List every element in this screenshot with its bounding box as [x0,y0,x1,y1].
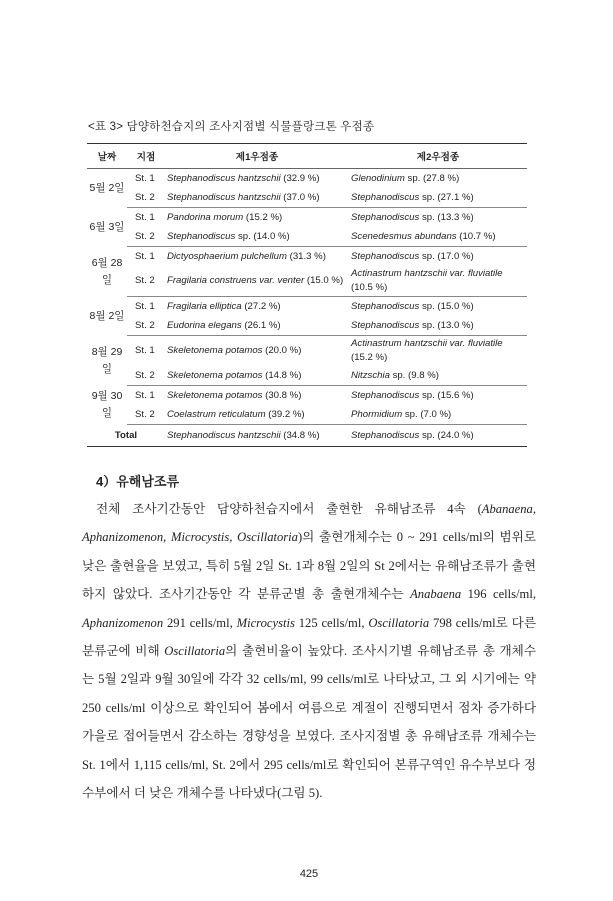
station-cell: St. 1 [135,389,155,401]
first-dominant-cell [165,405,349,425]
first-dominant-cell [165,316,349,336]
table-total-row [87,425,527,447]
header-date: 날짜 [87,144,127,169]
second-dominant-cell [349,208,527,228]
paragraph-text: 798 cells/ml로 다른 분류군에 비해 [82,615,536,659]
date-cell: 5월 2일 [89,181,125,194]
date-cell: 8월 29일 [91,345,123,375]
species-percent: sp. (13.3 %) [419,211,474,223]
total-second-dominant [349,425,527,447]
species-percent: sp. (13.0 %) [419,319,474,331]
first-dominant-cell [165,336,349,367]
species-percent: (39.2 %) [265,408,305,420]
second-dominant-cell [349,316,527,336]
table-row [87,247,527,267]
station-cell: St. 2 [127,366,165,386]
species-percent: sp. (14.0 %) [235,230,290,242]
species-name: Fragilaria elliptica [167,300,242,312]
second-dominant-cell [349,336,527,367]
species-name: Phormidium [351,408,403,420]
species-percent: (37.0 %) [280,191,320,203]
species-name: Skeletonema potamos [167,389,263,401]
first-dominant-cell [165,386,349,406]
species-name: Eudorina elegans [167,319,242,331]
species-percent: (26.1 %) [241,319,281,331]
species-percent: (30.8 %) [262,389,302,401]
species-percent: sp. (27.1 %) [419,191,474,203]
italic-taxon: Anabaena [410,587,462,602]
station-cell: St. 2 [127,405,165,425]
station-cell: St. 1 [135,300,155,312]
species-percent: (31.3 %) [286,250,326,262]
table-row [87,366,527,386]
species-name: Stephanodiscus [351,429,420,441]
species-name: Glenodinium [351,172,405,184]
species-name: Stephanodiscus [351,250,420,262]
species-percent: (14.8 %) [262,369,302,381]
species-percent: sp. (27.8 %) [404,172,460,184]
species-name: Skeletonema potamos [167,345,263,356]
species-percent: (10.7 %) [456,230,496,242]
second-dominant-cell [349,386,527,406]
table-row [87,405,527,425]
species-percent: (15.0 %) [304,275,344,286]
table-row [87,386,527,406]
dominant-species-table [87,143,527,447]
table-row [87,297,527,317]
second-dominant-cell [349,266,527,297]
table-row [87,188,527,208]
species-name: Stephanodiscus [351,300,420,312]
species-name: Stephanodiscus hantzschii [167,429,281,441]
species-name: Stephanodiscus hantzschii [167,172,281,184]
species-name: Skeletonema potamos [167,369,263,381]
species-name: Actinastrum hantzschii var. fluviatile [351,338,503,349]
species-percent: (32.9 %) [280,172,320,184]
date-cell: 8월 2일 [89,309,125,322]
first-dominant-cell [165,297,349,317]
species-percent: sp. (17.0 %) [419,250,474,262]
table-row [87,266,527,297]
total-label: Total [87,425,165,447]
first-dominant-cell [165,208,349,228]
station-cell: St. 2 [127,188,165,208]
table-row [87,316,527,336]
table-header-row [87,144,527,169]
species-percent: (20.0 %) [262,345,302,356]
species-percent: (15.2 %) [243,211,283,223]
table-row [87,169,527,189]
table-row [87,227,527,247]
species-percent: sp. (9.8 %) [389,369,439,381]
table-row [87,336,527,367]
species-percent: (15.2 %) [351,352,388,363]
species-name: Stephanodiscus [351,211,420,223]
species-name: Stephanodiscus [351,191,420,203]
species-percent: sp. (24.0 %) [419,429,474,441]
paragraph-text: 전체 조사기간동안 담양하천습지에서 출현한 유해남조류 4속 ( [96,502,482,516]
species-percent: sp. (15.6 %) [419,389,474,401]
species-percent: (27.2 %) [241,300,281,312]
header-station: 지점 [127,144,165,169]
table-caption: <표 3> 담양하천습지의 조사지점별 식물플랑크톤 우점종 [88,121,375,133]
station-cell: St. 1 [135,345,155,356]
section-heading: 4）유해남조류 [96,474,180,489]
second-dominant-cell [349,227,527,247]
first-dominant-cell [165,169,349,189]
species-percent: (34.8 %) [280,429,320,441]
station-cell: St. 2 [127,266,165,297]
first-dominant-cell [165,227,349,247]
station-cell: St. 2 [127,227,165,247]
species-name: Dictyosphaerium pulchellum [167,250,287,262]
second-dominant-cell [349,247,527,267]
species-percent: sp. (7.0 %) [402,408,452,420]
paragraph-text: 의 출현비율이 높았다. 조사시기별 유해남조류 총 개체수는 5월 2일과 9월 30일에 각각 32 cells/ml, 99 cells/ml로 나타났고, 그 외 시기에는 약 250 cells/ml 이상으로 확인되어 봄에서 여름으로 계절이 진행되면서 점차 증가하다 가을로 접어들면서 감소하는 경향성을 보였다. 조사지점별 총 유해남조류 개체수는 St. 1에서 1,115 cells/ml, St. 2에서 295 cells/ml로 확인되어 본류구역인 유수부보다 정수부에서 더 낮은 개체수를 나타냈다(그림 5). [82,644,536,801]
species-percent: (10.5 %) [351,282,388,293]
species-name: Coelastrum reticulatum [167,408,266,420]
species-name: Scenedesmus abundans [351,230,457,242]
species-name: Nitzschia [351,369,390,381]
second-dominant-cell [349,297,527,317]
header-second-dominant: 제2우점종 [349,144,527,169]
first-dominant-cell [165,247,349,267]
italic-taxon: Oscillatoria [368,615,430,630]
paragraph-text: 291 cells/ml, [163,615,237,630]
italic-taxon: Abanaena, Aphanizomenon, Microcystis, Oscillatoria [82,502,536,545]
date-cell: 6월 3일 [89,220,125,233]
date-cell: 9월 30일 [91,390,123,419]
total-first-dominant [165,425,349,447]
second-dominant-cell [349,366,527,386]
italic-taxon: Microcystis [236,615,295,630]
second-dominant-cell [349,169,527,189]
paragraph-text: 196 cells/ml, [461,587,536,602]
species-name: Stephanodiscus [351,389,420,401]
body-paragraph [82,495,536,807]
species-percent: sp. (15.0 %) [419,300,474,312]
second-dominant-cell [349,405,527,425]
header-first-dominant: 제1우점종 [165,144,349,169]
page-number: 425 [299,868,319,881]
first-dominant-cell [165,188,349,208]
species-name: Stephanodiscus [351,319,420,331]
table-row [87,208,527,228]
species-name: Actinastrum hantzschii var. fluviatile [351,268,503,279]
station-cell: St. 1 [135,250,155,262]
station-cell: St. 1 [135,211,155,223]
species-name: Stephanodiscus [167,230,236,242]
paragraph-text: )의 출현개체수는 0 ~ 291 cells/ml의 범위로 낮은 출현율을 보였고, 특히 5월 2일 St. 1과 8월 2일의 St 2에서는 유해남조류가 출현하지 않았다. 조사기간동안 각 분류군별 총 출현개체수는 [82,530,536,602]
first-dominant-cell [165,366,349,386]
italic-taxon: Oscillatoria [164,644,226,659]
first-dominant-cell [165,266,349,297]
date-cell: 6월 28일 [91,256,123,286]
station-cell: St. 1 [135,172,155,184]
species-name: Fragilaria construens var. venter [167,275,305,286]
paragraph-text: 125 cells/ml, [294,615,369,630]
species-name: Pandorina morum [167,211,244,223]
station-cell: St. 2 [127,316,165,336]
species-name: Stephanodiscus hantzschii [167,191,281,203]
italic-taxon: Aphanizomenon [82,615,164,630]
second-dominant-cell [349,188,527,208]
